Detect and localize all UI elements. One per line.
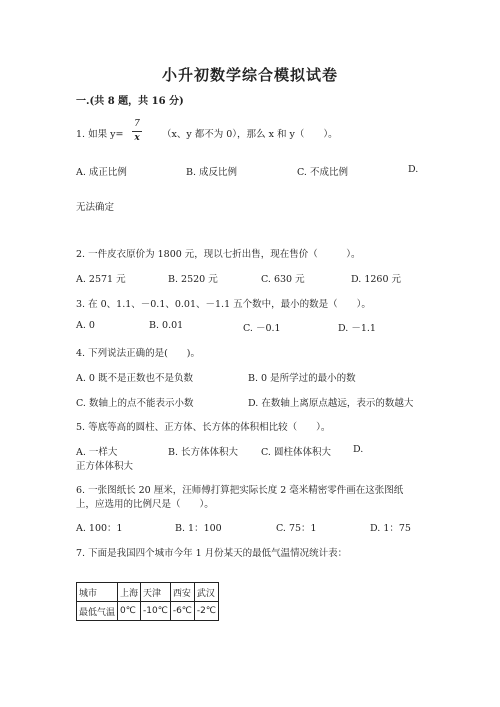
q1-option-a: A. 成正比例 (76, 167, 127, 178)
q2-option-a: A. 2571 元 (76, 274, 126, 285)
q2-option-b: B. 2520 元 (168, 274, 218, 285)
q3-option-c: C. －0.1 (243, 323, 281, 334)
q6-option-a: A. 100：1 (76, 523, 123, 534)
temperature-table (76, 582, 219, 621)
q1-option-d: D. (408, 164, 419, 175)
table-cell: 天津 (141, 583, 171, 602)
q5-option-d: D. (353, 444, 364, 455)
q6-option-b: B. 1：100 (175, 523, 222, 534)
q3-text: 3. 在 0、1.1、－0.1、0.01、－1.1 五个数中，最小的数是（ ）。 (76, 299, 371, 310)
q7-text: 7. 下面是我国四个城市今年 1 月份某天的最低气温情况统计表： (76, 548, 348, 559)
q5-option-b: B. 长方体体积大 (168, 447, 239, 458)
q5-option-d-continued: 正方体体积大 (76, 461, 134, 472)
q1-fraction-numerator: 7 (134, 119, 140, 129)
q1-option-c: C. 不成比例 (297, 167, 348, 178)
q4-option-b: B. 0 是所学过的最小的数 (248, 373, 356, 384)
q4-option-a: A. 0 既不是正数也不是负数 (76, 373, 193, 384)
q6-line-2: 上，应选用的比例尺是（ ）。 (76, 499, 214, 510)
q6-option-d: D. 1：75 (370, 523, 411, 534)
q4-option-c: C. 数轴上的点不能表示小数 (76, 398, 194, 409)
q1-option-b: B. 成反比例 (186, 167, 238, 178)
table-cell: 城市 (77, 583, 118, 602)
q1-fraction-denominator: x (134, 133, 140, 143)
q4-option-d: D. 在数轴上离原点越远，表示的数越大 (248, 398, 414, 409)
q1-fraction-bar (132, 131, 142, 132)
q3-option-b: B. 0.01 (149, 320, 184, 331)
table-cell: 上海 (118, 583, 141, 602)
table-cell: 西安 (170, 583, 194, 602)
q2-text: 2. 一件皮衣原价为 1800 元，现以七折出售，现在售价（ ）。 (76, 249, 361, 260)
table-cell: -10℃ (141, 602, 171, 621)
table-cell: -2℃ (194, 602, 218, 621)
q5-option-c: C. 圆柱体体积大 (261, 447, 331, 458)
q2-option-d: D. 1260 元 (351, 274, 402, 285)
q5-text: 5. 等底等高的圆柱、正方体、长方体的体积相比较（ ）。 (76, 422, 331, 433)
q1-prefix: 1. 如果 y= (76, 129, 124, 140)
table-cell: 0℃ (118, 602, 141, 621)
table-cell: -6℃ (170, 602, 194, 621)
q1-suffix: （x、y 都不为 0），那么 x 和 y（ ）。 (162, 129, 338, 140)
q3-option-a: A. 0 (76, 320, 95, 331)
table-header-row (77, 583, 219, 602)
page-title: 小升初数学综合模拟试卷 (161, 66, 338, 84)
q6-line-1: 6. 一张图纸长 20 厘米，汪师傅打算把实际长度 2 毫米精密零件画在这张图纸 (76, 485, 404, 496)
q3-option-d: D. －1.1 (338, 323, 376, 334)
table-cell: 最低气温 (77, 602, 118, 621)
q1-option-d-continued: 无法确定 (76, 202, 115, 213)
table-row (77, 602, 219, 621)
q6-option-c: C. 75：1 (276, 523, 317, 534)
table-cell: 武汉 (194, 583, 218, 602)
q4-text: 4. 下列说法正确的是( )。 (76, 348, 200, 359)
section-heading: 一.(共 8 题，共 16 分) (76, 96, 184, 107)
q2-option-c: C. 630 元 (261, 274, 305, 285)
q5-option-a: A. 一样大 (76, 447, 118, 458)
